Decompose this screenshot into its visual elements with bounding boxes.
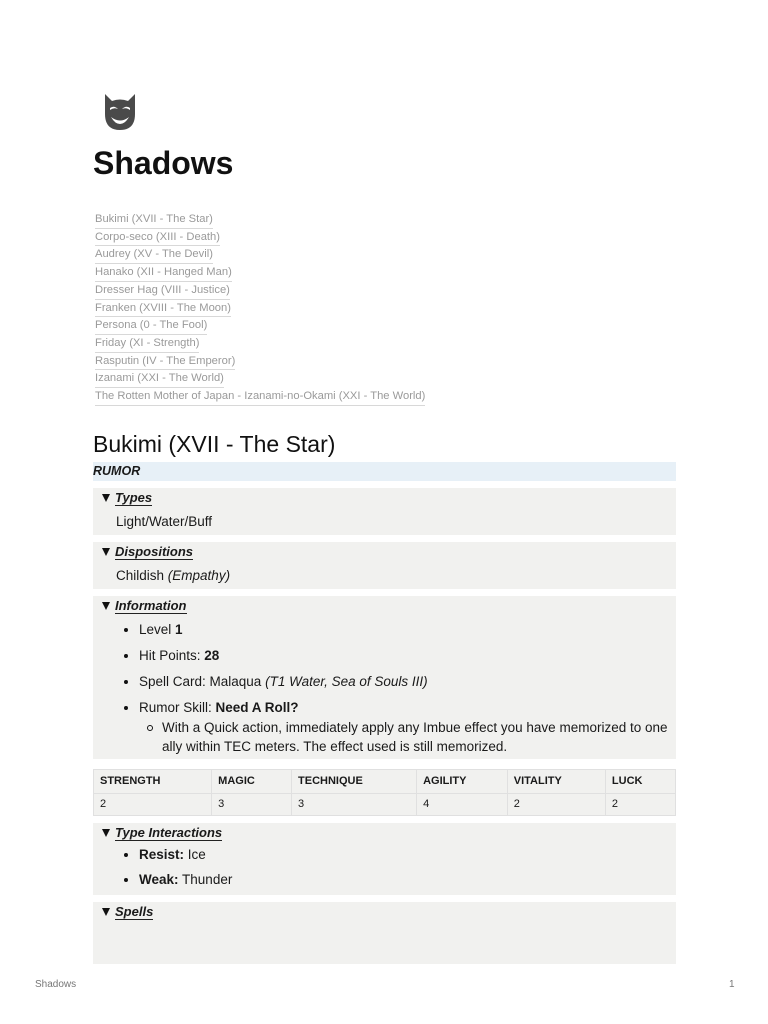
table-header: AGILITY xyxy=(417,769,508,793)
caret-down-icon[interactable] xyxy=(102,494,110,502)
type-interactions-toggle xyxy=(93,823,676,895)
theater-mask-icon xyxy=(97,88,143,134)
footer-title: Shadows xyxy=(35,979,77,990)
toc-link[interactable]: Persona (0 - The Fool) xyxy=(95,317,207,335)
information-toggle xyxy=(93,596,676,759)
table-cell: 2 xyxy=(94,793,212,815)
toc-link[interactable]: Dresser Hag (VIII - Justice) xyxy=(95,282,230,300)
disposition-italic: (Empathy) xyxy=(167,567,231,583)
section-heading: Bukimi (XVII - The Star) xyxy=(93,430,336,457)
list-item xyxy=(116,695,676,756)
type-interactions-list xyxy=(93,842,676,892)
toc-link[interactable]: The Rotten Mother of Japan - Izanami-no-Okami (XXI - The World) xyxy=(95,388,425,406)
information-list xyxy=(93,617,676,756)
level-label: Level xyxy=(139,621,172,637)
toc-link[interactable]: Rasputin (IV - The Emperor) xyxy=(95,353,235,371)
table-header-row xyxy=(94,769,676,793)
list-item xyxy=(116,842,676,867)
toggle-header[interactable] xyxy=(93,824,676,842)
list-item xyxy=(116,617,676,643)
toggle-header[interactable] xyxy=(93,597,676,615)
resist-value: Ice xyxy=(187,846,206,862)
hp-value: 28 xyxy=(204,647,220,663)
table-of-contents xyxy=(93,211,676,406)
weak-value: Thunder xyxy=(182,871,233,887)
rumor-callout: RUMOR xyxy=(93,462,676,481)
caret-down-icon[interactable] xyxy=(102,829,110,837)
caret-down-icon[interactable] xyxy=(102,548,110,556)
types-value: Light/Water/Buff xyxy=(116,513,213,529)
resist-label: Resist: xyxy=(139,846,185,862)
toggle-header[interactable] xyxy=(93,489,676,507)
rumor-skill-label: Rumor Skill: xyxy=(139,699,212,715)
page-content xyxy=(93,88,676,964)
toc-link[interactable]: Corpo-seco (XIII - Death) xyxy=(95,229,220,247)
toc-link[interactable]: Franken (XVIII - The Moon) xyxy=(95,300,231,318)
toggle-label: Information xyxy=(115,597,187,613)
dispositions-value xyxy=(93,565,676,586)
page-number: 1 xyxy=(729,979,735,990)
caret-down-icon[interactable] xyxy=(102,908,110,916)
table-header: MAGIC xyxy=(212,769,292,793)
list-item: With a Quick action, immediately apply any Imbue effect you have memorized to one ally within TEC meters. The effect used is still memorized. xyxy=(139,718,676,756)
hp-label: Hit Points: xyxy=(139,647,201,663)
toggle-label: Types xyxy=(115,489,153,505)
level-value: 1 xyxy=(175,621,183,637)
toc-link[interactable]: Hanako (XII - Hanged Man) xyxy=(95,264,232,282)
toggle-header[interactable] xyxy=(93,543,676,561)
toggle-label: Type Interactions xyxy=(115,824,223,840)
spells-toggle xyxy=(93,902,676,964)
dispositions-toggle xyxy=(93,542,676,589)
rumor-skill-sublist xyxy=(139,718,676,756)
toggle-label: Dispositions xyxy=(115,543,194,559)
table-cell: 2 xyxy=(507,793,605,815)
table-header: LUCK xyxy=(605,769,675,793)
toc-link[interactable]: Audrey (XV - The Devil) xyxy=(95,246,213,264)
toc-link[interactable]: Izanami (XXI - The World) xyxy=(95,370,224,388)
table-header: VITALITY xyxy=(507,769,605,793)
weak-label: Weak: xyxy=(139,871,179,887)
spell-card-label: Spell Card: Malaqua xyxy=(139,673,262,689)
table-header: STRENGTH xyxy=(94,769,212,793)
disposition-text: Childish xyxy=(116,567,165,583)
list-item xyxy=(116,867,676,892)
rumor-skill-value: Need A Roll? xyxy=(215,699,299,715)
table-header: TECHNIQUE xyxy=(292,769,417,793)
types-toggle xyxy=(93,488,676,535)
list-item xyxy=(116,643,676,669)
stats-table xyxy=(93,769,676,816)
table-cell: 3 xyxy=(292,793,417,815)
toggle-header[interactable] xyxy=(93,903,676,921)
table-row xyxy=(94,793,676,815)
table-cell: 3 xyxy=(212,793,292,815)
caret-down-icon[interactable] xyxy=(102,602,110,610)
toggle-label: Spells xyxy=(115,903,154,919)
spell-card-detail: (T1 Water, Sea of Souls III) xyxy=(265,673,428,689)
toc-link[interactable]: Friday (XI - Strength) xyxy=(95,335,199,353)
table-cell: 4 xyxy=(417,793,508,815)
table-cell: 2 xyxy=(605,793,675,815)
toc-link[interactable]: Bukimi (XVII - The Star) xyxy=(95,211,213,229)
list-item xyxy=(116,669,676,695)
page-title: Shadows xyxy=(93,145,234,181)
